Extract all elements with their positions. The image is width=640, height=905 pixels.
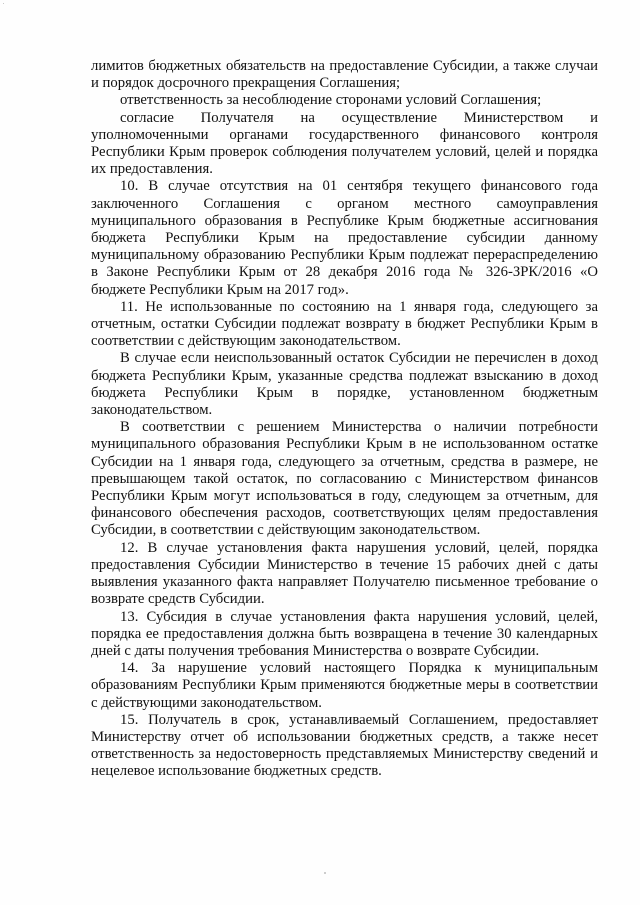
paragraph-11: 11. Не использованные по состоянию на 1 января года, следующего за отчетным, остатки Субсидии подлежат возврату в бюджет Республики Крым в соответствии с действующим законодательством. xyxy=(91,298,598,350)
paragraph-limits-continuation: лимитов бюджетных обязательств на предоставление Субсидии, а также случаи и порядок досрочного прекращения Соглашения; xyxy=(91,58,598,92)
document-body xyxy=(91,58,598,781)
paragraph-14: 14. За нарушение условий настоящего Порядка к муниципальным образованиям Республики Крым применяются бюджетные меры в соответствии с действующими законодательством. xyxy=(91,660,598,711)
paragraph-unspent-balance: В случае если неиспользованный остаток Субсидии не перечислен в доход бюджета Республики Крым, указанные средства подлежат взысканию в доход бюджета Республики Крым в порядке, установленном бюджетным законодательством. xyxy=(91,350,598,419)
scan-speck xyxy=(3,3,4,4)
paragraph-13: 13. Субсидия в случае установления факта нарушения условий, целей, порядка ее предоставления должна быть возвращена в течение 30 календарных дней с даты получения требования Министерства о возврате Субсидии. xyxy=(91,608,598,659)
paragraph-15: 15. Получатель в срок, устанавливаемый Соглашением, предоставляет Министерству отчет об использовании бюджетных средств, а также несет ответственность за недостоверность представляемых Министерству сведений и нецелевое использование бюджетных средств. xyxy=(91,711,598,780)
paragraph-responsibility: ответственность за несоблюдение сторонами условий Соглашения; xyxy=(120,92,542,109)
paragraph-12: 12. В случае установления факта нарушения условий, целей, порядка предоставления Субсидии Министерство в течение 15 рабочих дней с даты выявления указанного факта направляет Получателю письменное требование о возврате средств Субсидии. xyxy=(91,539,598,608)
paragraph-consent: согласие Получателя на осуществление Министерством и уполномоченными органами государственного финансового контроля Республики Крым проверок соблюдения получателем условий, целей и порядка их предоставления. xyxy=(91,109,598,178)
paragraph-10: 10. В случае отсутствия на 01 сентября текущего финансового года заключенного Соглашения с органом местного самоуправления муниципального образования в Республике Крым бюджетные ассигнования бюджета Республики Крым на предоставление субсидии данному муниципальному образованию Республики Крым подлежат перераспределению в Законе Республики Крым от 28 декабря 2016 года № 326-ЗРК/2016 «О бюджете Республики Крым на 2017 год». xyxy=(91,178,598,298)
paragraph-ministry-decision: В соответствии с решением Министерства о наличии потребности муниципального образования Республики Крым в не использованном остатке Субсидии на 1 января года, следующего за отчетным, средства в размере, не превышающем такой остаток, по согласованию с Министерством финансов Республики Крым могут использоваться в году, следующем за отчетным, для финансового обеспечения расходов, соответствующих целям предоставления Субсидии, в соответствии с действующим законодательством. xyxy=(91,419,598,539)
scan-dot xyxy=(324,872,326,874)
